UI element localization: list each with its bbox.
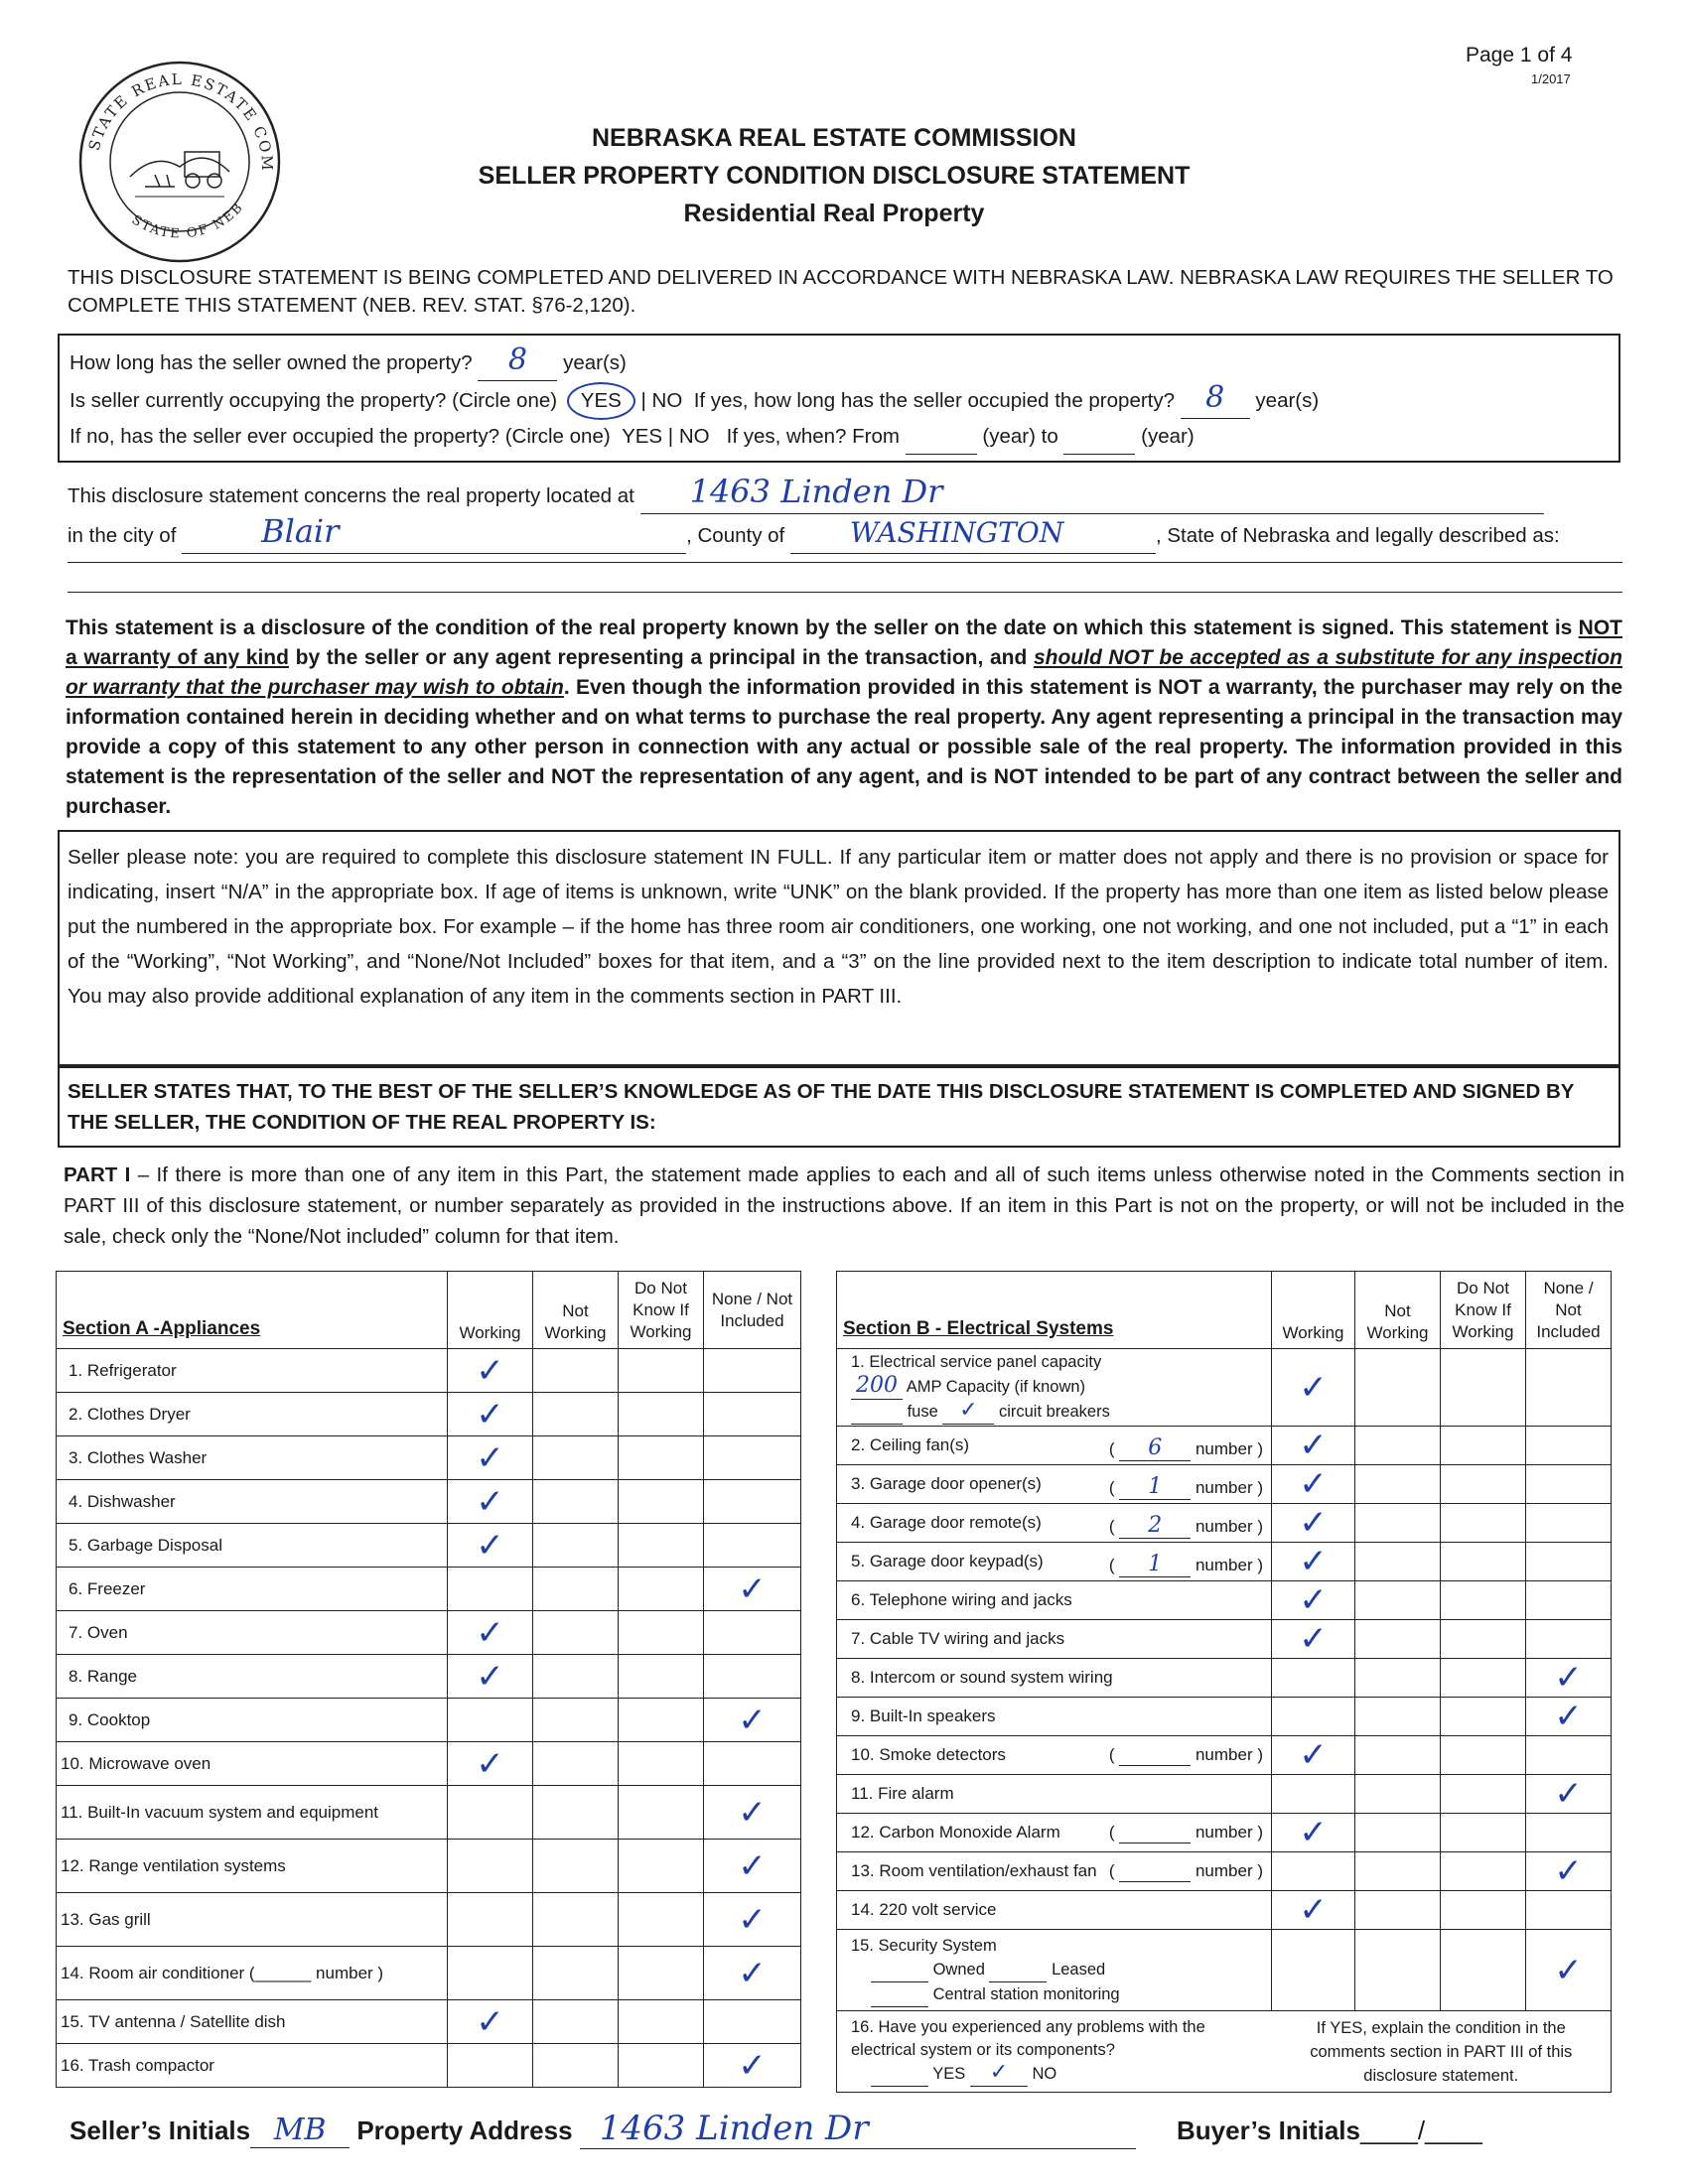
status-cell-unknown[interactable]	[1441, 1543, 1526, 1581]
disclaimer-text: This statement is a disclosure of the condition of the real property known by the seller on the date on which this statement is signed. This statement is NOT a warranty of any kind by the seller or any agent representing a principal in the transaction, and should NOT be accepted as a substitute for any inspection or warranty that the purchaser may wish to obtain. Even though the information provided in this statement is NOT a warranty, the purchaser may rely on the information contained herein in deciding whether and on what terms to purchase the real property. Any agent representing a principal in the transaction may provide a copy of this statement to any other person in connection with any actual or possible sale of the real property. The information provided in this statement is the representation of the seller and NOT the representation of any agent, and is NOT intended to be part of any contract between the seller and purchaser.	[66, 616, 1622, 818]
status-cell-not-working[interactable]	[1355, 1659, 1441, 1698]
status-cell-working[interactable]	[1272, 1659, 1355, 1698]
status-cell-not-working[interactable]	[1355, 1814, 1441, 1852]
status-cell-working[interactable]	[1272, 1581, 1355, 1620]
check-mark: ✓	[1554, 1774, 1583, 1814]
status-cell-unknown[interactable]	[619, 1349, 704, 1393]
electrical-item-label: 10. Smoke detectors ( number )	[837, 1736, 1272, 1775]
check-mark: ✓	[1299, 1890, 1328, 1930]
status-cell-none[interactable]	[1526, 1427, 1612, 1465]
status-cell-not-working[interactable]	[533, 2044, 619, 2088]
location-block: This disclosure statement concerns the real property located at 1463 Linden Dr in the city of Blair , County of WASHINGTON , State of Nebraska and legally described as:	[68, 475, 1626, 554]
electrical-item-label: 7. Cable TV wiring and jacks	[837, 1620, 1272, 1659]
status-cell-not-working[interactable]	[533, 1524, 619, 1568]
status-cell-unknown[interactable]	[619, 1840, 704, 1893]
section-b-title: Section B - Electrical Systems	[837, 1272, 1272, 1349]
status-cell-not-working[interactable]	[533, 1655, 619, 1699]
status-cell-none[interactable]	[704, 1393, 801, 1436]
property-address-field[interactable]: 1463 Linden Dr	[640, 475, 1544, 514]
county-field[interactable]: WASHINGTON	[790, 516, 1156, 554]
table-row	[57, 1568, 801, 1611]
col-not-working: Not Working	[1355, 1272, 1441, 1349]
status-cell-working[interactable]	[1272, 1504, 1355, 1543]
svg-text:STATE OF NEBRASKA: STATE OF NEB	[128, 199, 247, 242]
col-do-not-know: Do Not Know If Working	[619, 1272, 704, 1349]
electrical-item-label: 2. Ceiling fan(s) ( 6 number )	[837, 1427, 1272, 1465]
status-cell-working[interactable]	[1272, 1852, 1355, 1891]
table-row	[837, 1620, 1612, 1659]
table-row	[837, 1543, 1612, 1581]
status-cell-none[interactable]	[704, 1947, 801, 2000]
yes-circled[interactable]: YES	[567, 382, 635, 420]
svg-text:STATE REAL ESTATE COMMISSION: STATE REAL ESTATE COM	[84, 69, 277, 173]
check-mark: ✓	[1299, 1542, 1328, 1581]
status-cell-none[interactable]	[704, 1786, 801, 1840]
status-cell-none[interactable]	[704, 1611, 801, 1655]
table-row	[837, 1504, 1612, 1543]
appliance-label: 10. Microwave oven	[57, 1742, 448, 1786]
status-cell-not-working[interactable]	[1355, 1775, 1441, 1814]
legal-description-line[interactable]	[68, 592, 1622, 593]
item-count-field[interactable]: ( 2 number )	[1108, 1513, 1263, 1538]
appliance-label: 4. Dishwasher	[57, 1480, 448, 1524]
status-cell-working[interactable]	[1272, 1698, 1355, 1736]
legal-description-line[interactable]	[68, 562, 1622, 563]
status-cell-not-working[interactable]	[533, 1568, 619, 1611]
status-cell-unknown[interactable]	[619, 1699, 704, 1742]
status-cell-none[interactable]	[1526, 1775, 1612, 1814]
panel-unknown-cell[interactable]	[1441, 1349, 1526, 1427]
commission-title: NEBRASKA REAL ESTATE COMMISSION	[592, 124, 1076, 152]
status-cell-none[interactable]	[1526, 1891, 1612, 1930]
status-cell-not-working[interactable]	[533, 1786, 619, 1840]
check-mark: ✓	[738, 1953, 767, 1993]
status-cell-working[interactable]	[448, 1393, 533, 1436]
status-cell-unknown[interactable]	[1441, 1427, 1526, 1465]
revision-date: 1/2017	[1531, 71, 1571, 86]
table-row	[837, 1852, 1612, 1891]
check-mark: ✓	[1299, 1580, 1328, 1620]
check-mark: ✓	[1299, 1735, 1328, 1775]
table-row	[837, 1465, 1612, 1504]
status-cell-none[interactable]	[704, 1655, 801, 1699]
status-cell-working[interactable]	[1272, 1736, 1355, 1775]
status-cell-not-working[interactable]	[1355, 1620, 1441, 1659]
status-cell-not-working[interactable]	[533, 1393, 619, 1436]
leased-field[interactable]	[989, 1958, 1047, 1982]
check-mark: ✓	[738, 2045, 767, 2086]
status-cell-unknown[interactable]	[1441, 1504, 1526, 1543]
item-count-field[interactable]: ( number )	[1108, 1745, 1263, 1764]
check-mark: ✓	[476, 1612, 504, 1653]
table-row	[57, 1786, 801, 1840]
panel-working-cell[interactable]: ✓	[1272, 1349, 1355, 1427]
status-cell-not-working[interactable]	[1355, 1736, 1441, 1775]
form-subtitle: Residential Real Property	[683, 200, 985, 227]
status-cell-working[interactable]	[448, 1524, 533, 1568]
status-cell-not-working[interactable]	[533, 1611, 619, 1655]
electrical-item-label: 8. Intercom or sound system wiring	[837, 1659, 1272, 1698]
status-cell-unknown[interactable]	[1441, 1465, 1526, 1504]
footer-bar: Seller’s Initials MB Property Address 1463 Linden Dr Buyer’s Initials____/____	[70, 2109, 1482, 2148]
intro-statement: THIS DISCLOSURE STATEMENT IS BEING COMPLETED AND DELIVERED IN ACCORDANCE WITH NEBRASKA LAW. NEBRASKA LAW REQUIRES THE SELLER TO COMPLETE THIS STATEMENT (NEB. REV. STAT. §76-2,120).	[68, 266, 1614, 317]
item-count-field[interactable]: ( 1 number )	[1108, 1474, 1263, 1499]
security-working-cell[interactable]	[1272, 1930, 1355, 2011]
status-cell-not-working[interactable]	[1355, 1852, 1441, 1891]
electrical-item-label: 14. 220 volt service	[837, 1891, 1272, 1930]
status-cell-working[interactable]	[448, 1699, 533, 1742]
table-row	[57, 1742, 801, 1786]
status-cell-none[interactable]	[704, 1568, 801, 1611]
status-cell-unknown[interactable]	[1441, 1620, 1526, 1659]
status-cell-unknown[interactable]	[1441, 1775, 1526, 1814]
check-mark: ✓	[738, 1845, 767, 1886]
appliance-label: 5. Garbage Disposal	[57, 1524, 448, 1568]
status-cell-none[interactable]	[1526, 1581, 1612, 1620]
table-row	[57, 1349, 801, 1393]
col-none-not-included: None / Not Included	[1526, 1272, 1612, 1349]
status-cell-unknown[interactable]	[619, 1436, 704, 1480]
seller-note-text: Seller please note: you are required to complete this disclosure statement IN FULL. If any particular item or matter does not apply and there is no provision or space for indicating, insert “N/A” in the appropriate box. If age of items is unknown, write “UNK” on the blank provided. If the property has more than one item as listed below please put the numbered in the appropriate box. For example – if the home has three room air conditioners, one working, one not working, and one not included, put a “1” in each of the “Working”, “Not Working”, and “None/Not Included” boxes for that item, and a “3” on the line provided next to the item description to indicate total number of item. You may also provide additional explanation of any item in the comments section in PART III.	[68, 846, 1609, 1008]
check-mark: ✓	[1299, 1619, 1328, 1659]
panel-not-working-cell[interactable]	[1355, 1349, 1441, 1427]
check-mark: ✓	[1299, 1464, 1328, 1504]
status-cell-unknown[interactable]	[619, 1611, 704, 1655]
status-cell-none[interactable]	[704, 2000, 801, 2044]
check-mark: ✓	[476, 1437, 504, 1478]
circuit-breakers-field[interactable]: ✓	[942, 1400, 994, 1425]
status-cell-working[interactable]	[448, 1349, 533, 1393]
owned-field[interactable]	[871, 1958, 928, 1982]
section-a-table	[56, 1271, 801, 2088]
electrical-item-label: 12. Carbon Monoxide Alarm ( number )	[837, 1814, 1272, 1852]
status-cell-not-working[interactable]	[533, 1699, 619, 1742]
table-row	[837, 1698, 1612, 1736]
form-title: SELLER PROPERTY CONDITION DISCLOSURE STATEMENT	[478, 162, 1191, 190]
seller-states-text: SELLER STATES THAT, TO THE BEST OF THE SELLER’S KNOWLEDGE AS OF THE DATE THIS DISCLOSURE STATEMENT IS COMPLETED AND SIGNED BY THE SELLER, THE CONDITION OF THE REAL PROPERTY IS:	[68, 1080, 1575, 1134]
status-cell-unknown[interactable]	[619, 2044, 704, 2088]
item-count-field[interactable]: ( number )	[1108, 1823, 1263, 1842]
check-mark: ✓	[738, 1792, 767, 1833]
status-cell-unknown[interactable]	[619, 1480, 704, 1524]
check-mark: ✓	[738, 1569, 767, 1609]
col-do-not-know: Do Not Know If Working	[1441, 1272, 1526, 1349]
from-year-field[interactable]	[906, 420, 977, 455]
city-field[interactable]: Blair	[182, 514, 686, 554]
owned-question: How long has the seller owned the property? 8 year(s)	[70, 343, 1609, 381]
status-cell-none[interactable]	[1526, 1852, 1612, 1891]
table-row	[57, 1480, 801, 1524]
electrical-item-label: 11. Fire alarm	[837, 1775, 1272, 1814]
status-cell-none[interactable]	[704, 1840, 801, 1893]
table-row	[57, 1611, 801, 1655]
status-cell-none[interactable]	[1526, 1736, 1612, 1775]
status-cell-unknown[interactable]	[619, 1786, 704, 1840]
status-cell-not-working[interactable]	[1355, 1698, 1441, 1736]
status-cell-none[interactable]	[1526, 1504, 1612, 1543]
status-cell-not-working[interactable]	[533, 1742, 619, 1786]
status-cell-none[interactable]	[704, 1480, 801, 1524]
seller-initials-field[interactable]: MB	[250, 2113, 350, 2148]
table-row	[57, 1893, 801, 1947]
appliance-label: 11. Built-In vacuum system and equipment	[57, 1786, 448, 1840]
status-cell-working[interactable]	[1272, 1427, 1355, 1465]
status-cell-unknown[interactable]	[1441, 1581, 1526, 1620]
status-cell-none[interactable]	[1526, 1698, 1612, 1736]
table-row	[837, 1736, 1612, 1775]
status-cell-none[interactable]	[704, 1349, 801, 1393]
check-mark: ✓	[476, 2001, 504, 2042]
status-cell-not-working[interactable]	[1355, 1504, 1441, 1543]
explain-note: If YES, explain the condition in the comments section in PART III of this disclosure statement.	[1272, 2011, 1612, 2093]
table-row	[57, 1840, 801, 1893]
status-cell-working[interactable]	[448, 1611, 533, 1655]
status-cell-none[interactable]	[704, 1742, 801, 1786]
status-cell-none[interactable]	[704, 2044, 801, 2088]
check-mark: ✓	[476, 1481, 504, 1522]
appliance-label: 12. Range ventilation systems	[57, 1840, 448, 1893]
check-mark: ✓	[476, 1394, 504, 1434]
check-mark: ✓	[476, 1743, 504, 1784]
table-row	[837, 1891, 1612, 1930]
table-row	[57, 1393, 801, 1436]
form-header	[397, 119, 1271, 232]
status-cell-working[interactable]	[1272, 1620, 1355, 1659]
status-cell-not-working[interactable]	[533, 1349, 619, 1393]
status-cell-not-working[interactable]	[1355, 1465, 1441, 1504]
table-row	[57, 1947, 801, 2000]
status-cell-unknown[interactable]	[619, 2000, 704, 2044]
status-cell-working[interactable]	[1272, 1814, 1355, 1852]
occupying-question: Is seller currently occupying the property? (Circle one) YES | NO If yes, how long has the seller occupied the property? 8 year(s)	[70, 381, 1609, 420]
status-cell-not-working[interactable]	[533, 1436, 619, 1480]
check-mark: ✓	[1299, 1426, 1328, 1465]
status-cell-not-working[interactable]	[1355, 1543, 1441, 1581]
table-row	[837, 1930, 1612, 2011]
table-row	[57, 1699, 801, 1742]
table-row	[837, 1581, 1612, 1620]
status-cell-not-working[interactable]	[533, 1893, 619, 1947]
electrical-item-label: 9. Built-In speakers	[837, 1698, 1272, 1736]
table-row	[57, 1524, 801, 1568]
table-row	[57, 2000, 801, 2044]
security-none-cell[interactable]: ✓	[1526, 1930, 1612, 2011]
occupied-years-field[interactable]: 8	[1181, 381, 1250, 419]
status-cell-unknown[interactable]	[1441, 1659, 1526, 1698]
item-count-field[interactable]: ( 6 number )	[1108, 1435, 1263, 1460]
col-none-not-included: None / Not Included	[704, 1272, 801, 1349]
status-cell-working[interactable]	[448, 1786, 533, 1840]
appliance-label: 7. Oven	[57, 1611, 448, 1655]
appliance-label: 6. Freezer	[57, 1568, 448, 1611]
status-cell-working[interactable]	[448, 1840, 533, 1893]
electrical-item-label: 5. Garage door keypad(s) ( 1 number )	[837, 1543, 1272, 1581]
amp-capacity-field[interactable]: 200	[851, 1374, 903, 1400]
status-cell-not-working[interactable]	[1355, 1427, 1441, 1465]
owned-years-field[interactable]: 8	[478, 343, 557, 381]
appliance-label: 2. Clothes Dryer	[57, 1393, 448, 1436]
table-row	[837, 1659, 1612, 1698]
panel-capacity-cell: 1. Electrical service panel capacity 200 AMP Capacity (if known) fuse ✓ circuit breakers	[837, 1349, 1272, 1427]
table-row	[837, 1814, 1612, 1852]
electrical-item-label: 4. Garage door remote(s) ( 2 number )	[837, 1504, 1272, 1543]
table-row	[837, 1775, 1612, 1814]
check-mark: ✓	[476, 1350, 504, 1391]
status-cell-working[interactable]	[448, 1742, 533, 1786]
status-cell-not-working[interactable]	[1355, 1891, 1441, 1930]
status-cell-none[interactable]	[704, 1893, 801, 1947]
appliance-label: 1. Refrigerator	[57, 1349, 448, 1393]
appliance-label: 15. TV antenna / Satellite dish	[57, 2000, 448, 2044]
status-cell-none[interactable]	[1526, 1814, 1612, 1852]
status-cell-unknown[interactable]	[619, 1893, 704, 1947]
col-working: Working	[1272, 1272, 1355, 1349]
status-cell-working[interactable]	[1272, 1775, 1355, 1814]
electrical-item-label: 6. Telephone wiring and jacks	[837, 1581, 1272, 1620]
status-cell-none[interactable]	[704, 1524, 801, 1568]
check-mark: ✓	[1554, 1851, 1583, 1891]
status-cell-unknown[interactable]	[1441, 1852, 1526, 1891]
table-row	[837, 2011, 1612, 2093]
problems-no-field[interactable]: ✓	[970, 2062, 1028, 2087]
buyer-initials-field[interactable]: ____/____	[1359, 2116, 1482, 2145]
table-row	[57, 1655, 801, 1699]
check-mark: ✓	[1299, 1503, 1328, 1543]
status-cell-working[interactable]	[448, 1947, 533, 2000]
status-cell-working[interactable]	[448, 1436, 533, 1480]
status-cell-unknown[interactable]	[619, 1524, 704, 1568]
problems-yes-field[interactable]	[871, 2063, 928, 2087]
appliance-label: 16. Trash compactor	[57, 2044, 448, 2088]
page-number: Page 1 of 4	[1466, 44, 1573, 67]
col-not-working: Not Working	[533, 1272, 619, 1349]
electrical-problems-cell: 16. Have you experienced any problems with the electrical system or its components? YES ✓ NO	[837, 2011, 1272, 2093]
central-monitoring-field[interactable]	[871, 1982, 928, 2007]
status-cell-unknown[interactable]	[1441, 1698, 1526, 1736]
status-cell-not-working[interactable]	[533, 2000, 619, 2044]
section-a-title: Section A -Appliances	[57, 1272, 448, 1349]
status-cell-not-working[interactable]	[1355, 1581, 1441, 1620]
status-cell-working[interactable]	[448, 1893, 533, 1947]
electrical-item-label: 3. Garage door opener(s) ( 1 number )	[837, 1465, 1272, 1504]
status-cell-none[interactable]	[1526, 1659, 1612, 1698]
status-cell-working[interactable]	[448, 2044, 533, 2088]
status-cell-unknown[interactable]	[619, 1393, 704, 1436]
status-cell-not-working[interactable]	[533, 1947, 619, 2000]
item-count-field[interactable]: ( number )	[1108, 1861, 1263, 1880]
state-seal	[75, 58, 284, 266]
table-row	[837, 1349, 1612, 1427]
part-one-intro: PART I – If there is more than one of any item in this Part, the statement made applies to each and all of such items unless otherwise noted in the Comments section in PART III of this disclosure statement, or number separately as provided in the instructions above. If an item in this Part is not on the property, or will not be included in the sale, check only the “None/Not included” column for that item.	[64, 1163, 1624, 1248]
status-cell-working[interactable]	[1272, 1543, 1355, 1581]
appliance-label: 14. Room air conditioner (______ number )	[57, 1947, 448, 2000]
status-cell-unknown[interactable]	[1441, 1736, 1526, 1775]
status-cell-none[interactable]	[704, 1699, 801, 1742]
ever-occupied-options[interactable]: YES | NO	[622, 425, 710, 448]
check-mark: ✓	[738, 1899, 767, 1940]
electrical-item-label: 13. Room ventilation/exhaust fan ( number )	[837, 1852, 1272, 1891]
status-cell-none[interactable]	[1526, 1543, 1612, 1581]
status-cell-none[interactable]	[1526, 1620, 1612, 1659]
status-cell-none[interactable]	[1526, 1465, 1612, 1504]
check-mark: ✓	[1299, 1813, 1328, 1852]
security-not-working-cell[interactable]	[1355, 1930, 1441, 2011]
check-mark: ✓	[476, 1525, 504, 1566]
item-count-field[interactable]: ( 1 number )	[1108, 1552, 1263, 1576]
col-working: Working	[448, 1272, 533, 1349]
status-cell-not-working[interactable]	[533, 1480, 619, 1524]
footer-address-field[interactable]: 1463 Linden Dr	[580, 2109, 1136, 2149]
check-mark: ✓	[476, 1656, 504, 1697]
check-mark: ✓	[1554, 1697, 1583, 1736]
status-cell-working[interactable]	[448, 2000, 533, 2044]
status-cell-unknown[interactable]	[619, 1655, 704, 1699]
no-option[interactable]: NO	[651, 389, 683, 412]
status-cell-none[interactable]	[704, 1436, 801, 1480]
table-row	[837, 1427, 1612, 1465]
check-mark: ✓	[1554, 1658, 1583, 1698]
ever-occupied-question: If no, has the seller ever occupied the property? (Circle one) YES | NO If yes, when? From (year) to (year)	[70, 420, 1609, 455]
status-cell-working[interactable]	[1272, 1465, 1355, 1504]
status-cell-not-working[interactable]	[533, 1840, 619, 1893]
status-cell-unknown[interactable]	[619, 1742, 704, 1786]
status-cell-unknown[interactable]	[619, 1947, 704, 2000]
appliance-label: 8. Range	[57, 1655, 448, 1699]
panel-none-cell[interactable]	[1526, 1349, 1612, 1427]
to-year-field[interactable]	[1063, 420, 1135, 455]
status-cell-working[interactable]	[448, 1655, 533, 1699]
status-cell-unknown[interactable]	[1441, 1891, 1526, 1930]
check-mark: ✓	[738, 1700, 767, 1740]
status-cell-working[interactable]	[1272, 1891, 1355, 1930]
security-system-cell: 15. Security System Owned Leased Central station monitoring	[837, 1930, 1272, 2011]
appliance-label: 13. Gas grill	[57, 1893, 448, 1947]
status-cell-working[interactable]	[448, 1480, 533, 1524]
fuse-field[interactable]	[851, 1400, 903, 1425]
section-b-table	[836, 1271, 1612, 2093]
ownership-questions	[70, 343, 1609, 455]
appliance-label: 9. Cooktop	[57, 1699, 448, 1742]
status-cell-unknown[interactable]	[619, 1568, 704, 1611]
table-row	[57, 2044, 801, 2088]
status-cell-working[interactable]	[448, 1568, 533, 1611]
appliance-label: 3. Clothes Washer	[57, 1436, 448, 1480]
status-cell-unknown[interactable]	[1441, 1814, 1526, 1852]
table-row	[57, 1436, 801, 1480]
security-unknown-cell[interactable]	[1441, 1930, 1526, 2011]
